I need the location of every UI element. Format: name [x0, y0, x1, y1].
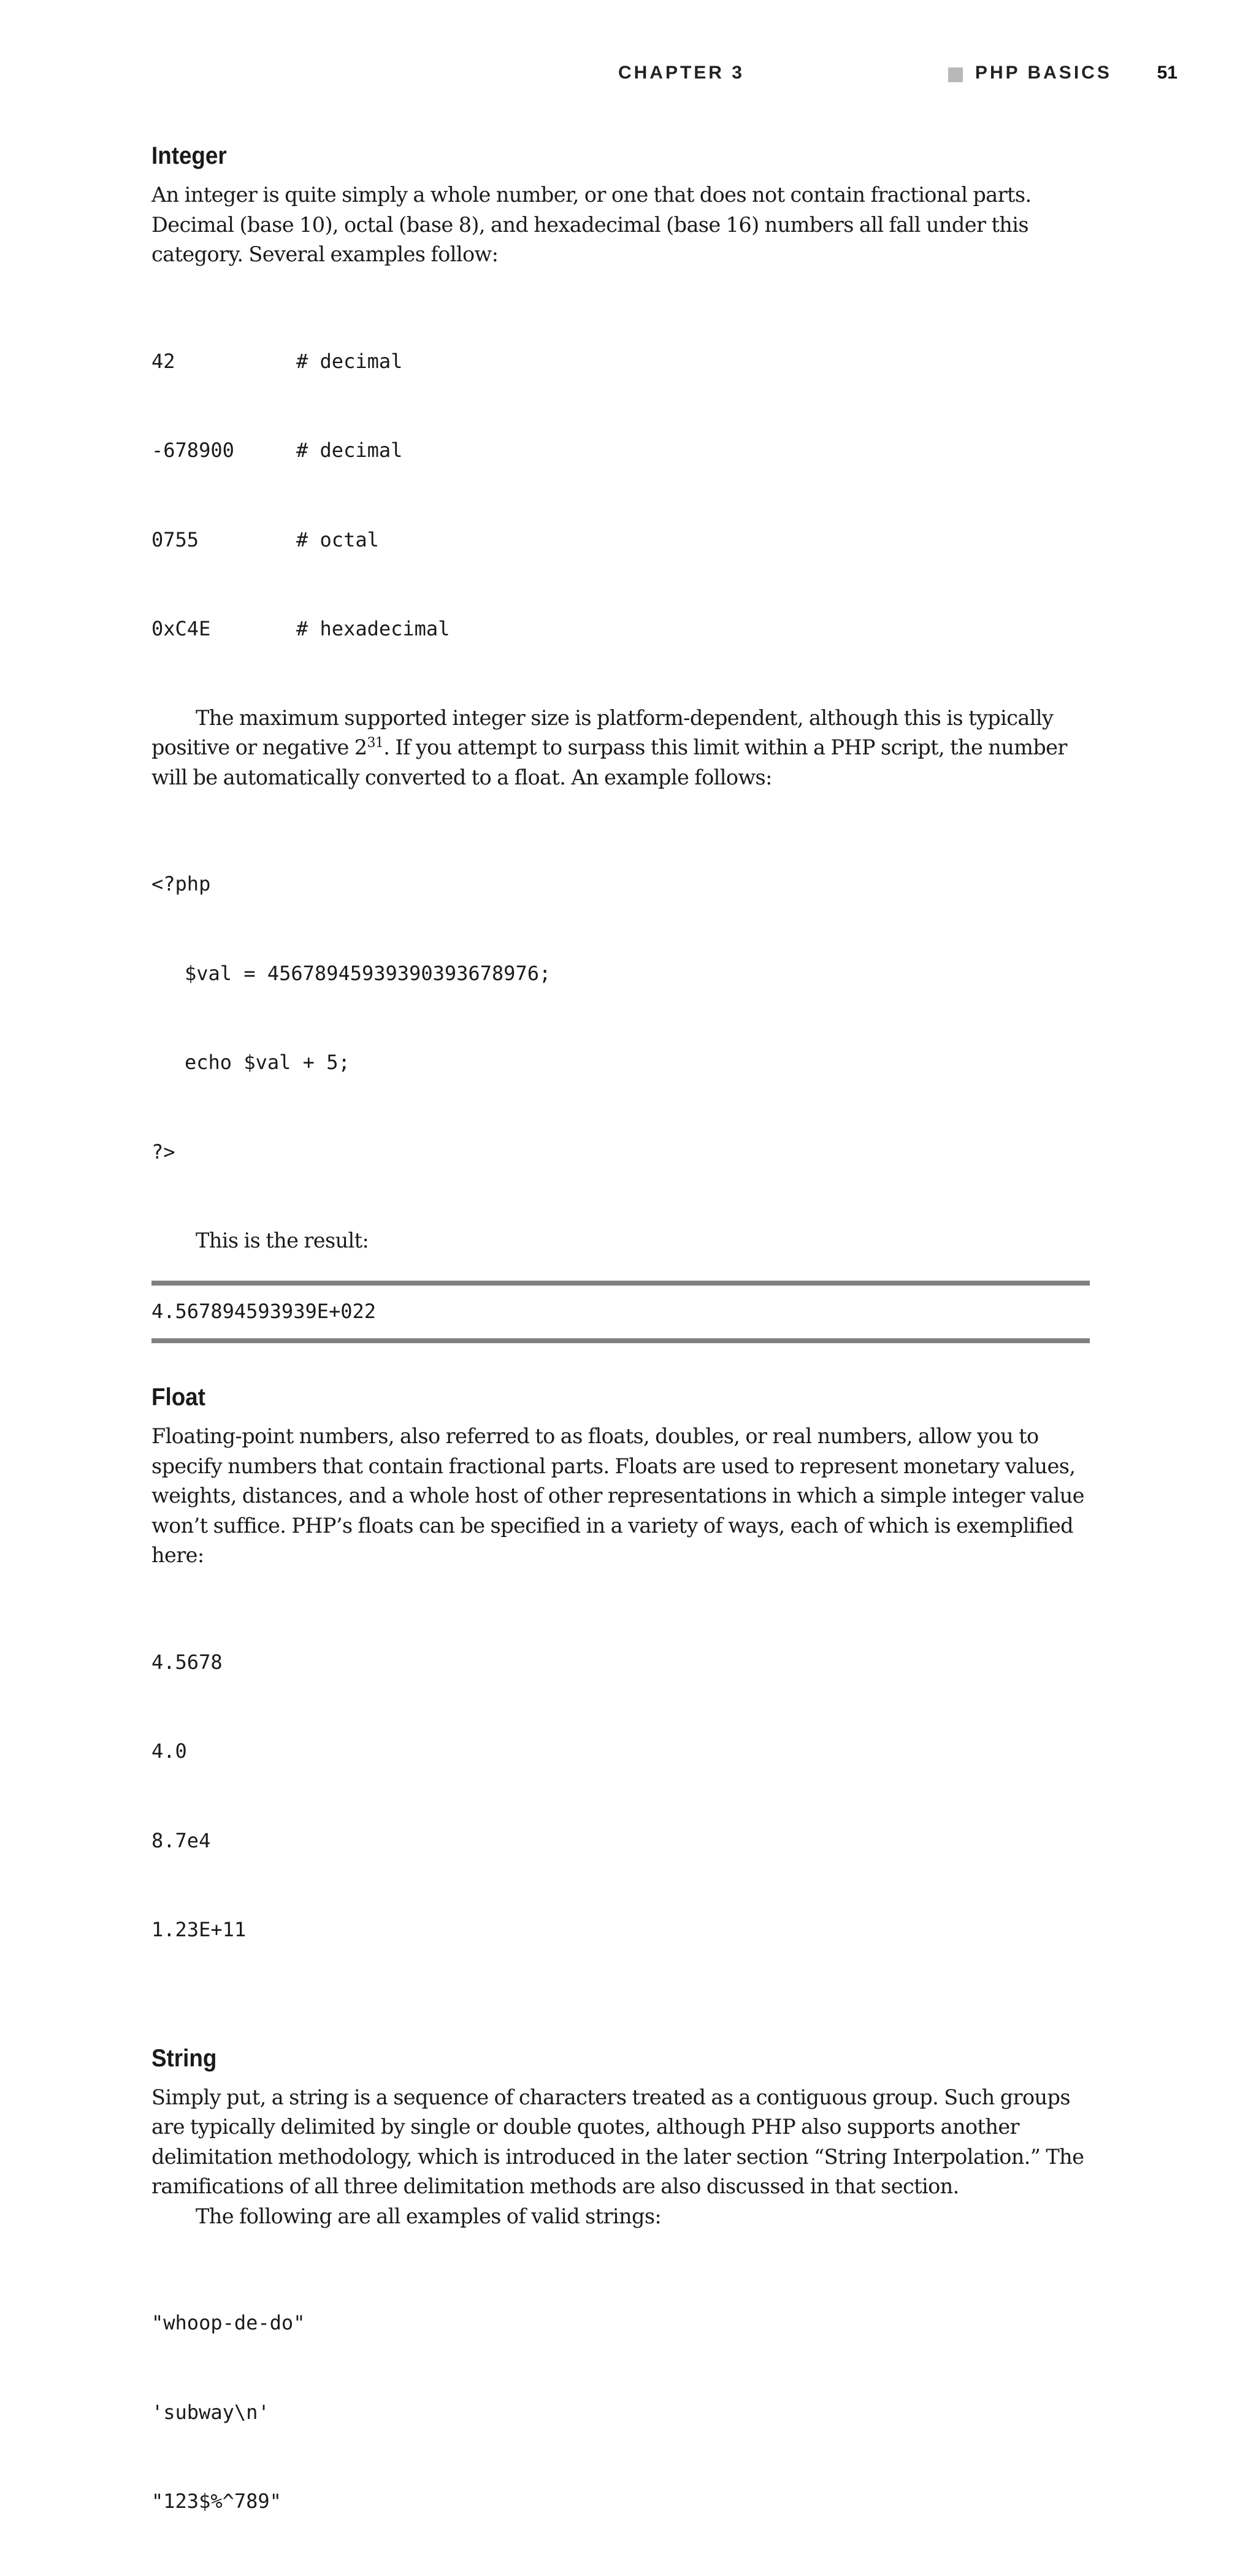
float-examples	[151, 1588, 1090, 2004]
integer-heading: Integer	[151, 142, 227, 169]
separator-square-icon	[948, 67, 963, 82]
integer-value: 0xC4E	[151, 617, 211, 640]
integer-value: 0755	[151, 527, 199, 551]
integer-intro: An integer is quite simply a whole number, or one that does not contain fractional parts. Decimal (base 10), octal (base 8), and hexadecimal (base 16) numbers all fall under this category. Several examples follow:	[151, 183, 1032, 266]
code-line	[151, 525, 1090, 555]
float-section	[151, 1381, 1090, 2004]
string-section	[151, 2042, 1090, 2576]
code-line: ?>	[151, 1140, 175, 1163]
result-value: 4.567894593939E+022	[151, 1299, 377, 1323]
result-intro: This is the result:	[196, 1229, 369, 1252]
code-line	[151, 614, 1090, 644]
string-intro: Simply put, a string is a sequence of characters treated as a contiguous group. Such groups are typically delimited by single or double quotes, although PHP also supports another delimitation methodology, which is introduced in the later section “String Interpolation.” The ramifications of all three delimitation methods are also discussed in that section.	[151, 2085, 1084, 2198]
chapter-title: PHP BASICS	[975, 63, 1112, 83]
limit-text-before: The maximum supported integer size is platform-dependent, although this is typically positive or negative 2	[151, 705, 1054, 759]
page-number: 51	[1157, 63, 1178, 83]
code-line: <?php	[151, 872, 211, 895]
code-line: 4.5678	[151, 1650, 223, 1674]
code-line: 4.0	[151, 1739, 187, 1763]
code-line: $val = 45678945939390393678976;	[185, 961, 551, 985]
float-intro: Floating-point numbers, also referred to as floats, doubles, or real numbers, allow you to specify numbers that contain fractional parts. Floats are used to represent monetary values, weights, distances, and a whole host of other representations in which a simple integer value won’t suffice. PHP’s floats can be specified in a variety of ways, each of which is exemplified here:	[151, 1424, 1084, 1567]
code-line	[151, 347, 1090, 377]
float-heading: Float	[151, 1384, 205, 1411]
result-box	[151, 1281, 1090, 1344]
code-line: 'subway\n'	[151, 2400, 270, 2424]
code-line: echo $val + 5;	[185, 1051, 350, 1074]
integer-value: 42	[151, 349, 175, 373]
string-examples	[151, 2248, 1090, 2576]
integer-value: -678900	[151, 439, 234, 462]
limit-text-after: . If you attempt to surpass this limit within a PHP script, the number will be automatically converted to a float. An example follows:	[151, 735, 1067, 789]
code-line: "whoop-de-do"	[151, 2311, 305, 2334]
php-code-block	[151, 810, 1090, 1226]
string-heading: String	[151, 2044, 217, 2072]
integer-comment: # decimal	[296, 349, 403, 373]
code-line: 1.23E+11	[151, 1918, 247, 1941]
code-line	[151, 435, 1090, 466]
integer-section	[151, 140, 1090, 1343]
integer-comment: # decimal	[296, 439, 403, 462]
integer-examples	[151, 287, 1090, 703]
string-follow: The following are all examples of valid strings:	[196, 2204, 662, 2228]
code-line: 8.7e4	[151, 1828, 211, 1852]
integer-comment: # octal	[296, 527, 379, 551]
page-content	[151, 140, 1090, 2576]
chapter-label: CHAPTER 3	[618, 63, 745, 83]
running-head	[0, 63, 1256, 87]
code-line: "123$%^789"	[151, 2490, 281, 2513]
integer-limit-paragraph	[151, 703, 1090, 793]
limit-exponent: 31	[367, 735, 384, 751]
integer-comment: # hexadecimal	[296, 617, 450, 640]
